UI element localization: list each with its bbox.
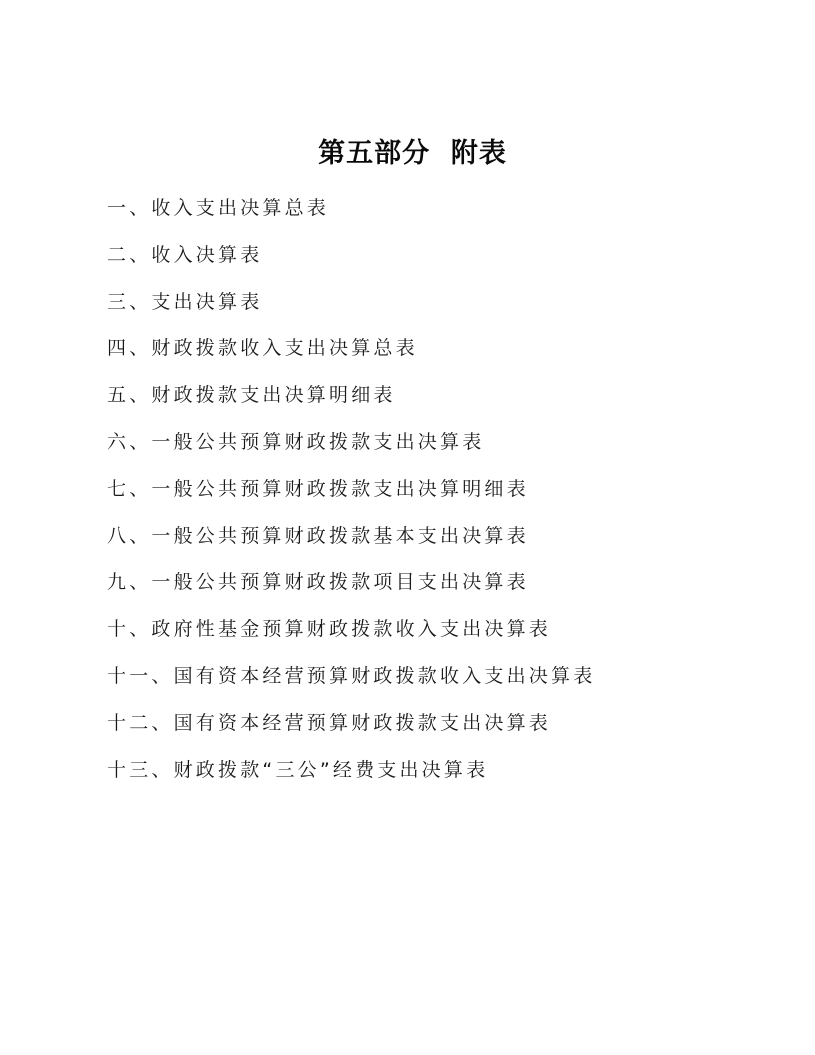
list-item-1: 一、收入支出决算总表 [107,197,330,219]
list-item-10: 十、政府性基金预算财政拨款收入支出决算表 [107,618,552,641]
list-item-2: 二、收入决算表 [107,243,263,266]
page-title: 第五部分 附表 [318,138,507,170]
list-item-11: 十一、国有资本经营预算财政拨款收入支出决算表 [107,664,596,687]
list-item-4: 四、财政拨款收入支出决算总表 [107,337,418,360]
list-item-8: 八、一般公共预算财政拨款基本支出决算表 [107,524,529,547]
list-item-9: 九、一般公共预算财政拨款项目支出决算表 [107,571,529,594]
list-item-5: 五、财政拨款支出决算明细表 [107,384,396,407]
list-item-13: 十三、财政拨款“三公”经费支出决算表 [107,758,489,781]
list-item-12: 十二、国有资本经营预算财政拨款支出决算表 [107,711,552,734]
list-item-6: 六、一般公共预算财政拨款支出决算表 [107,430,485,453]
appendix-table-list [107,192,595,800]
list-item-7: 七、一般公共预算财政拨款支出决算明细表 [107,477,529,500]
list-item-3: 三、支出决算表 [107,290,263,313]
